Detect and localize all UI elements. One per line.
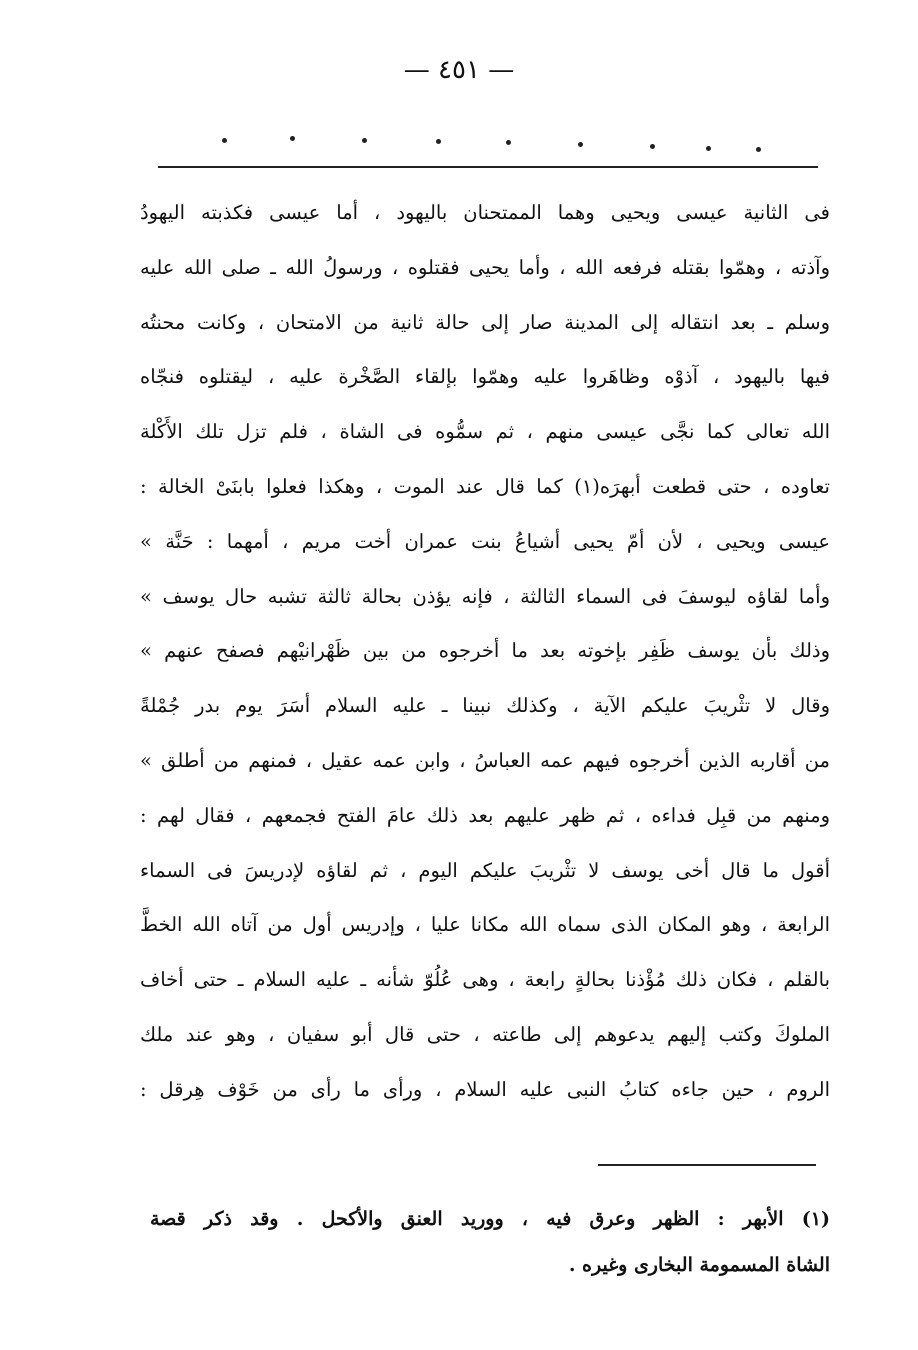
- page-number: — ٤٥١ —: [403, 55, 515, 85]
- text-line: الرابعة ، وهو المكان الذى سماه الله مكانا عليا ، وإدريس أول من آتاه الله الخطَّ: [140, 913, 830, 937]
- text-line: تعاوده ، حتى قطعت أبهرَه(١) كما قال عند الموت ، وهكذا فعلوا بابنَىْ الخالة :: [140, 474, 830, 498]
- text-line: وآذته ، وهمّوا بقتله فرفعه الله ، وأما يحيى فقتلوه ، ورسولُ الله ـ صلى الله عليه: [140, 255, 830, 279]
- text-line: فى الثانية عيسى ويحيى وهما الممتحنان باليهود ، أما عيسى فكذبته اليهودُ: [140, 201, 830, 224]
- ornament-dot: [650, 144, 655, 149]
- text-line: عيسى ويحيى ، لأن أمّ يحيى أشياعُ بنت عمران أخت مريم ، أمهما : حَنَّة »: [140, 529, 830, 553]
- text-line: فيها باليهود ، آذوْه وظاهَروا عليه وهمّوا بإلقاء الصَّخْرة عليه ، ليقتلوه فنجّاه: [140, 365, 830, 389]
- text-line: الروم ، حين جاءه كتابُ النبى عليه السلام ، ورأى ما رأى من خَوْف هِرقل :: [140, 1077, 830, 1101]
- text-line: الله تعالى كما نجَّى عيسى منهم ، ثم سمُّوه فى الشاة ، فلم تزل تلك الأَكْلة: [140, 420, 830, 444]
- header-rule: [158, 166, 818, 168]
- ornament-dot: [578, 142, 583, 147]
- text-line: ومنهم من قبِل فداءه ، ثم ظهر عليهم بعد ذلك عامَ الفتح فجمعهم ، فقال لهم :: [140, 803, 830, 827]
- text-line: وسلم ـ بعد انتقاله إلى المدينة صار إلى حالة ثانية من الامتحان ، وكانت محنتُه: [140, 310, 830, 334]
- ornament-dots: [150, 112, 770, 172]
- footnote: [150, 1196, 830, 1288]
- footnote-line: (١) الأبهر : الظهر وعرق فيه ، ووريد العنق والأكحل . وقد ذكر قصة: [150, 1208, 830, 1230]
- ornament-dot: [436, 139, 441, 144]
- text-line: وقال لا تثْريبَ عليكم الآية ، وكذلك نبينا ـ عليه السلام أسَرَ يوم بدر جُمْلةً: [140, 694, 830, 718]
- footnote-rule: [598, 1164, 816, 1166]
- text-line: وأما لقاؤه ليوسفَ فى السماء الثالثة ، فإنه يؤذن بحالة ثالثة تشبه حال يوسف »: [140, 584, 830, 608]
- text-line: من أقاربه الذين أخرجوه فيهم عمه العباسُ ، وابن عمه عقيل ، فمنهم من أطلق »: [140, 748, 830, 772]
- ornament-dot: [290, 136, 295, 141]
- ornament-dot: [756, 147, 761, 152]
- ornament-dot: [362, 138, 367, 143]
- text-line: الملوكَ وكتب إليهم يدعوهم إلى طاعته ، حتى قال أبو سفيان ، وهو عند ملك: [140, 1022, 830, 1046]
- ornament-dot: [222, 138, 227, 143]
- ornament-dot: [506, 140, 511, 145]
- ornament-dot: [706, 146, 711, 151]
- text-line: وذلك بأن يوسف ظَفِر بإخوته بعد ما أخرجوه من بين ظَهْرانيْهم فصفح عنهم »: [140, 639, 830, 663]
- body-text: [140, 186, 830, 1118]
- footnote-line: الشاة المسمومة البخارى وغيره .: [568, 1254, 830, 1276]
- text-line: أقول ما قال أخى يوسف لا تثْريبَ عليكم اليوم ، ثم لقاؤه لإدريسَ فى السماء: [140, 858, 830, 882]
- text-line: بالقلم ، فكان ذلك مُؤْذنا بحالةٍ رابعة ، وهى عُلُوّ شأنه ـ عليه السلام ـ حتى أخاف: [140, 968, 830, 992]
